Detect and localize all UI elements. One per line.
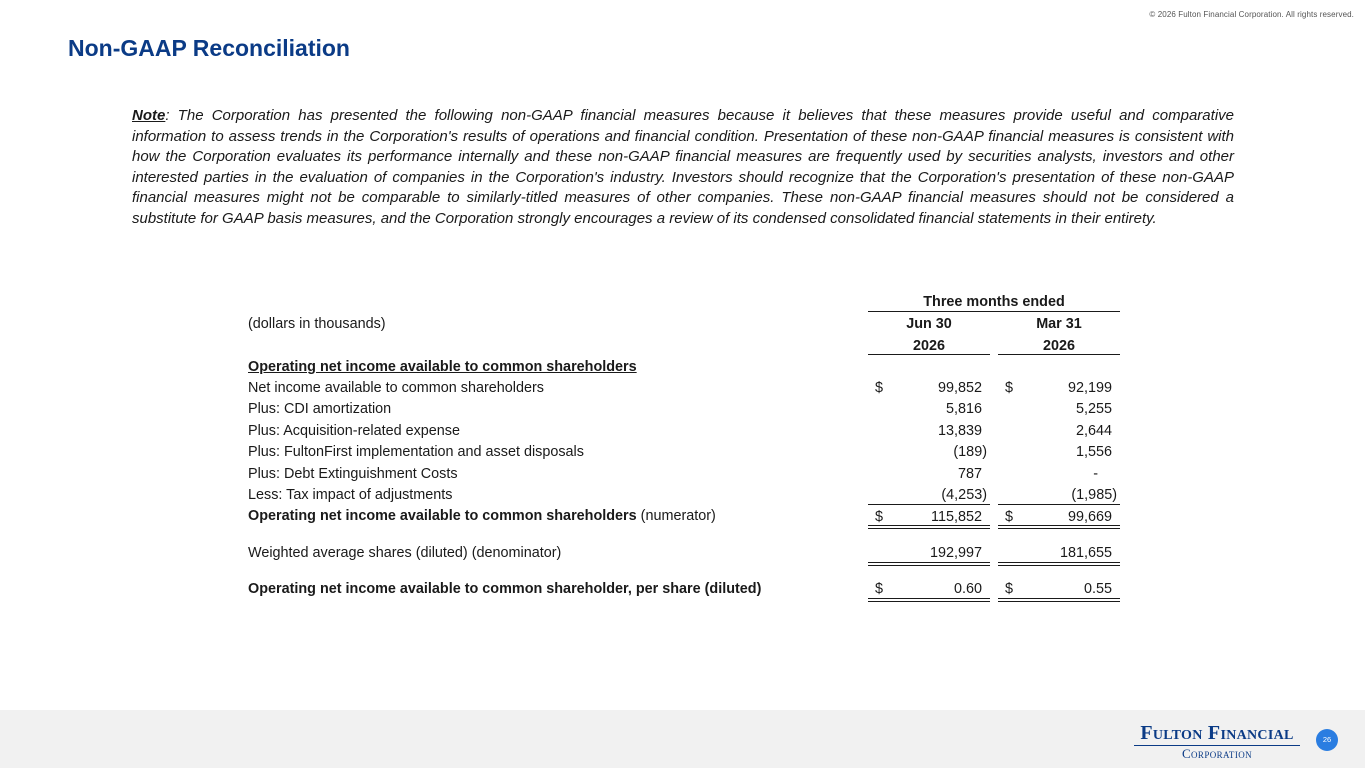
numerator-suffix: (numerator) [636,508,716,524]
row-label: Net income available to common shareholders [248,380,544,396]
col1-value: 192,997 [929,545,982,561]
row-label [248,507,716,525]
col2-value: 5,255 [1075,401,1112,417]
row-label: Plus: CDI amortization [248,401,392,417]
note-label: Note [132,107,166,124]
col2-value: - [1093,466,1098,482]
col2-value: 0.55 [1083,581,1112,597]
col2-value: 99,669 [1067,509,1112,525]
col1-value: 115,852 [931,509,982,525]
col2-month: Mar 31 [1036,316,1082,332]
col2-header-rule [998,354,1120,355]
col2-value: (1,985) [1071,487,1117,503]
col1-value: 99,852 [937,380,982,396]
dollar-sign: $ [1005,380,1014,396]
col1-double-rule [868,562,990,566]
row-label: Less: Tax impact of adjustments [248,487,453,503]
page-number-badge: 26 [1316,729,1338,751]
col1-value: (4,253) [941,487,987,503]
row-label: Plus: Debt Extinguishment Costs [248,466,458,482]
note-text: : The Corporation has presented the following non-GAAP financial measures because it believes that these measures provide useful and comparative information to assess trends in the Corporation's results of operations and financial condition. Presentation of these non-GAAP financial measures is consistent with how the Corporation evaluates its performance internally and these non-GAAP financial measures are frequently used by securities analysts, investors and other interested parties in the evaluation of companies in the Corporation's industry. Investors should recognize that the Corporation's presentation of these non-GAAP financial measures might not be comparable to similarly-titled measures of other companies. These non-GAAP financial measures should not be considered a substitute for GAAP basis measures, and the Corporation strongly encourages a review of its condensed consolidated financial statements in their entirety. [132,107,1234,227]
col1-value: 787 [957,466,982,482]
row-label: Operating net income available to common shareholder, per share (diluted) [248,581,762,597]
col2-double-rule [998,525,1120,529]
col1-double-rule [868,525,990,529]
col1-value: (189) [953,444,987,460]
numerator-label: Operating net income available to common shareholders [248,508,637,524]
col2-value: 92,199 [1067,380,1112,396]
logo-wordmark-bottom: Corporation [1181,746,1253,761]
period-header: Three months ended [923,294,1065,310]
dollar-sign: $ [875,509,884,525]
col2-subtotal-rule [998,504,1120,505]
dollar-sign: $ [1005,509,1014,525]
page-title: Non-GAAP Reconciliation [68,35,350,61]
dollar-sign: $ [1005,581,1014,597]
col1-header-rule [868,354,990,355]
dollar-sign: $ [875,581,884,597]
col1-year: 2026 [912,338,945,354]
col2-value: 1,556 [1075,444,1112,460]
col2-double-rule [998,598,1120,602]
header-rule [868,311,1120,312]
row-label: Plus: Acquisition-related expense [248,423,460,439]
col2-year: 2026 [1042,338,1075,354]
col1-month: Jun 30 [906,316,952,332]
dollar-sign: $ [875,380,884,396]
col1-value: 0.60 [953,581,982,597]
col1-value: 13,839 [937,423,982,439]
col2-value: 2,644 [1075,423,1112,439]
col1-value: 5,816 [945,401,982,417]
section-heading: Operating net income available to common shareholders [248,359,637,375]
col2-value: 181,655 [1059,545,1112,561]
col2-double-rule [998,562,1120,566]
col1-subtotal-rule [868,504,990,505]
logo-wordmark-top: Fulton Financial [1140,722,1294,744]
row-label: Weighted average shares (diluted) (denominator) [248,545,562,561]
row-label: Plus: FultonFirst implementation and asset disposals [248,444,584,460]
company-logo [1134,722,1300,760]
copyright-notice: © 2026 Fulton Financial Corporation. All rights reserved. [1149,10,1354,19]
col1-double-rule [868,598,990,602]
units-label: (dollars in thousands) [248,316,386,332]
